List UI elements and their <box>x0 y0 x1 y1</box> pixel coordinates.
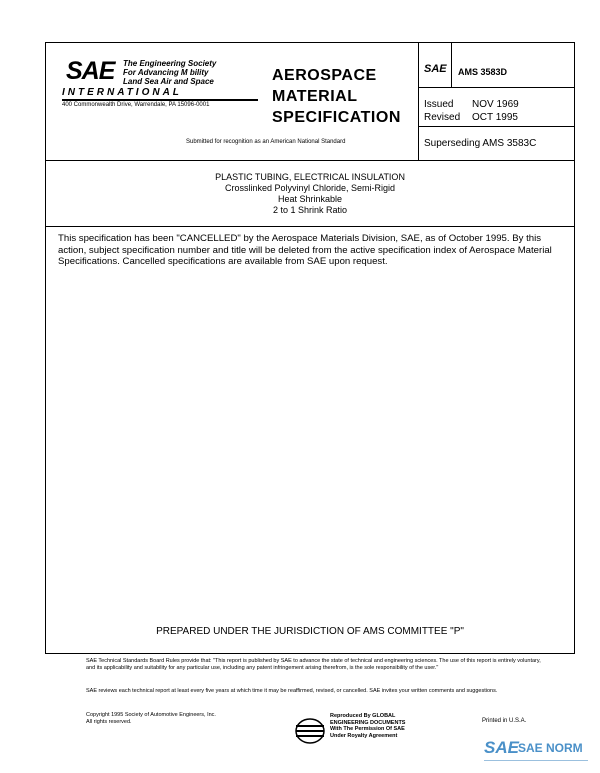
copyright-line: Copyright 1995 Society of Automotive Engineers, Inc. <box>86 712 216 718</box>
subject-line-4: 2 to 1 Shrink Ratio <box>272 205 348 215</box>
international-label: INTERNATIONAL <box>62 87 182 98</box>
date-values <box>472 98 519 124</box>
globe-icon <box>295 717 325 745</box>
issued-value: NOV 1969 <box>472 99 519 110</box>
body-text: This specification has been "CANCELLED" by the Aerospace Materials Division, SAE, as of October 1995. By this action, subject specification number and title will be deleted from the active specification index of Aerospace Material Specifications. Cancelled specifications are available from SAE upon request. <box>58 233 552 267</box>
mark-divider <box>451 43 452 87</box>
logo-rule <box>62 99 258 101</box>
tagline-line-1: The Engineering Society <box>123 59 217 68</box>
prepared-statement: PREPARED UNDER THE JURISDICTION OF AMS COMMITTEE "P" <box>156 626 464 637</box>
sae-mark: SAE <box>424 63 447 75</box>
dates-divider <box>418 126 574 127</box>
watermark-text: SAE NORM <box>518 741 583 755</box>
watermark-sae-logo: SAE <box>484 738 519 757</box>
number-divider <box>418 87 574 88</box>
subject-block <box>46 160 574 227</box>
submitted-note: Submitted for recognition as an American National Standard <box>186 139 346 145</box>
issued-label: Issued <box>424 99 454 110</box>
watermark-rule <box>484 760 588 761</box>
doc-type-line-2: MATERIAL <box>272 88 358 105</box>
subject-line-1: PLASTIC TUBING, ELECTRICAL INSULATION <box>215 172 405 182</box>
reproduced-note <box>330 713 405 739</box>
doc-type-line-3: SPECIFICATION <box>272 109 401 126</box>
tagline-line-3: Land Sea Air and Space <box>123 77 214 86</box>
revised-value: OCT 1995 <box>472 112 518 123</box>
footer-review: SAE reviews each technical report at least every five years at which time it may be reaffirmed, revised, or cancelled. SAE invites your written comments and suggestions. <box>86 688 498 694</box>
doc-type-line-1: AEROSPACE <box>272 67 377 84</box>
rights-line: All rights reserved. <box>86 719 132 725</box>
tagline-line-2: For Advancing M bility <box>123 68 209 77</box>
document-frame <box>45 42 575 654</box>
document-type <box>272 65 401 128</box>
ams-number: AMS 3583D <box>458 67 508 77</box>
revised-label: Revised <box>424 112 461 123</box>
superseding: Superseding AMS 3583C <box>424 138 537 149</box>
tagline <box>123 59 216 86</box>
date-labels <box>424 98 460 124</box>
header-divider <box>418 43 419 160</box>
reproduced-line-4: Under Royalty Agreement <box>330 732 398 739</box>
reproduced-line-3: With The Permission Of SAE <box>330 726 405 732</box>
printed-in: Printed in U.S.A. <box>482 718 527 724</box>
address: 400 Commonwealth Drive, Warrendale, PA 15096-0001 <box>62 102 210 108</box>
subject-line-3: Heat Shrinkable <box>277 194 343 204</box>
reproduced-line-2: ENGINEERING DOCUMENTS <box>330 719 406 726</box>
header-block <box>46 43 574 161</box>
copyright <box>86 712 216 726</box>
footer-rules: SAE Technical Standards Board Rules provide that: "This report is published by SAE to advance the state of technical and engineering sciences. The use of this report is entirely voluntary, and its applicability and suitability for any particular use, including any patent infringement arising therefrom, is the sole responsibility of the user." <box>86 658 541 671</box>
subject-line-2: Crosslinked Polyvinyl Chloride, Semi-Rigid <box>224 183 396 193</box>
reproduced-line-1: Reproduced By GLOBAL <box>330 713 396 719</box>
sae-logo: SAE <box>66 57 115 85</box>
